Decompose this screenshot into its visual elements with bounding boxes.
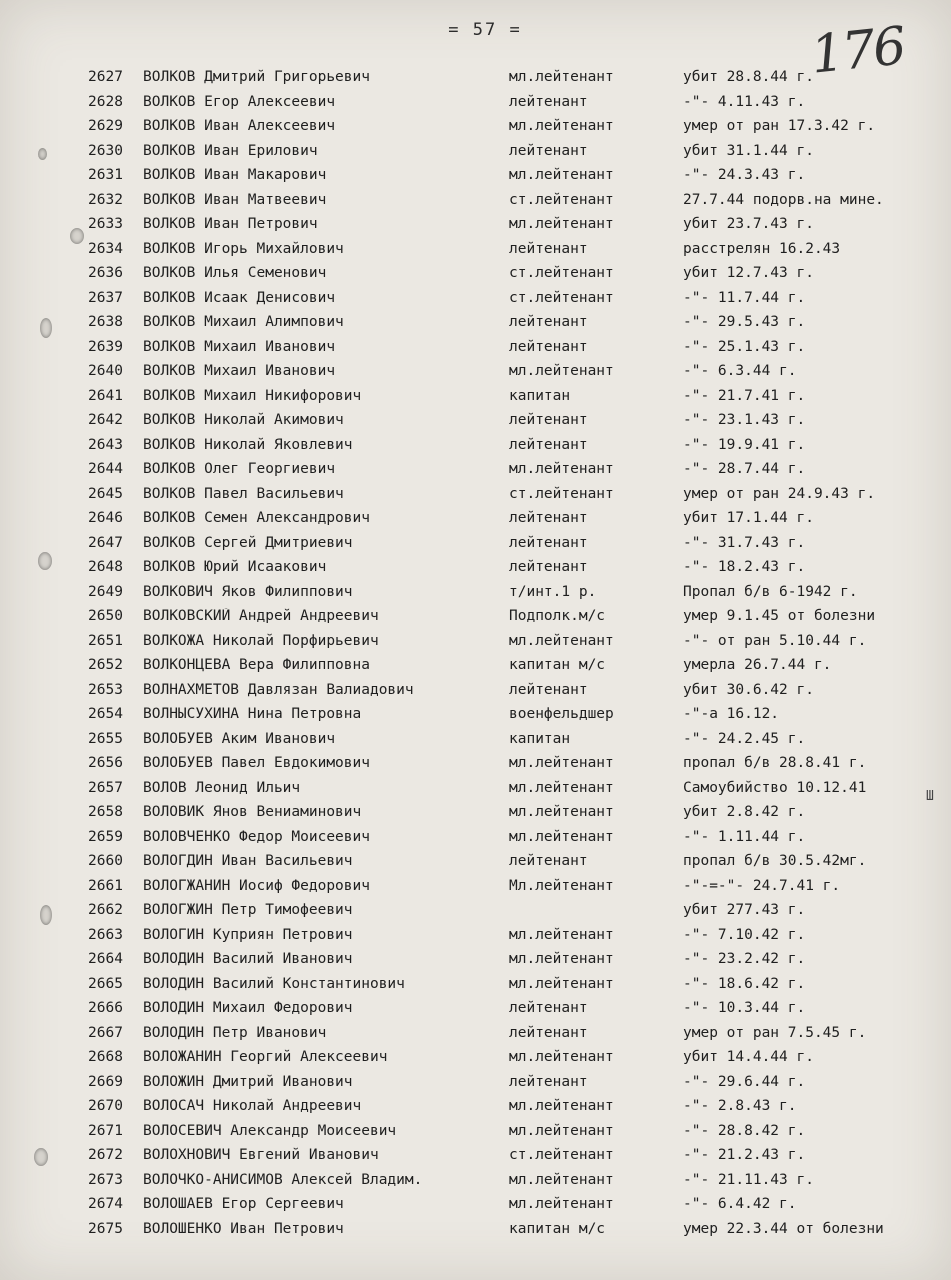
record-name: ВОЛОВ Леонид Ильич [143,779,301,796]
record-fate: пропал б/в 28.8.41 г. [683,755,867,771]
record-fate: убит 2.8.42 г. [683,804,806,820]
record-rank: мл.лейтенант [509,632,614,649]
record-number: 2659 [88,828,123,845]
record-row [0,531,951,556]
record-number: 2631 [88,167,123,183]
record-row [0,825,951,850]
record-number: 2670 [88,1098,123,1114]
record-fate: расстрелян 16.2.43 [683,240,841,257]
record-number: 2672 [88,1147,123,1163]
record-name: ВОЛКОВ Илья Семенович [143,265,327,281]
record-fate: убит 277.43 г. [683,902,806,918]
record-rank: мл.лейтенант [509,363,614,379]
record-fate: -"-=-"- 24.7.41 г. [683,877,841,894]
record-number: 2655 [88,730,123,747]
record-fate: убит 12.7.43 г. [683,265,814,281]
record-name: ВОЛКОВСКИЙ Андрей Андреевич [143,608,379,624]
record-fate: -"- 24.2.45 г. [683,730,806,747]
record-number: 2667 [88,1024,123,1041]
record-number: 2648 [88,559,123,575]
record-fate: -"- 7.10.42 г. [683,926,806,943]
record-name: ВОЛОЧКО-АНИСИМОВ Алексей Владим. [143,1171,423,1188]
record-fate: -"- 10.3.44 г. [683,1000,806,1016]
record-fate: -"- 23.1.43 г. [683,412,806,428]
record-rank: капитан м/с [509,657,606,673]
record-name: ВОЛОВИК Янов Вениаминович [143,804,362,820]
record-number: 2656 [88,755,123,771]
record-row [0,506,951,531]
record-row [0,849,951,874]
record-rank: мл.лейтенант [509,118,614,134]
record-number: 2663 [88,926,123,943]
record-fate: Пропал б/в 6-1942 г. [683,583,858,600]
record-number: 2627 [88,69,123,85]
record-rank: мл.лейтенант [509,975,614,992]
record-fate: -"- 6.4.42 г. [683,1196,797,1212]
record-row [0,286,951,311]
record-rank: мл.лейтенант [509,1049,614,1065]
record-name: ВОЛОШЕНКО Иван Петрович [143,1220,344,1237]
record-name: ВОЛКОВИЧ Яков Филиппович [143,583,353,600]
record-fate: умерла 26.7.44 г. [683,657,832,673]
record-fate: убит 30.6.42 г. [683,681,814,698]
record-row [0,1168,951,1193]
record-name: ВОЛОГДИН Иван Васильевич [143,853,353,869]
record-rank: мл.лейтенант [509,69,614,85]
records-list [0,65,951,1241]
record-name: ВОЛКОВ Сергей Дмитриевич [143,534,353,551]
record-number: 2644 [88,461,123,477]
record-row [0,947,951,972]
record-name: ВОЛКОВ Иван Ерилович [143,142,318,159]
record-name: ВОЛКОВ Михаил Алимпович [143,314,344,330]
record-name: ВОЛКОВ Иван Макарович [143,167,327,183]
record-number: 2669 [88,1073,123,1090]
record-fate: умер от ран 7.5.45 г. [683,1024,867,1041]
record-name: ВОЛОХНОВИЧ Евгений Иванович [143,1147,379,1163]
record-number: 2674 [88,1196,123,1212]
record-rank: лейтенант [509,436,588,453]
record-number: 2638 [88,314,123,330]
record-rank: т/инт.1 р. [509,583,597,600]
record-rank: лейтенант [509,681,588,698]
record-row [0,1045,951,1070]
record-fate: 27.7.44 подорв.на мине. [683,191,884,208]
record-rank: мл.лейтенант [509,1122,614,1139]
record-name: ВОЛОЖИН Дмитрий Иванович [143,1073,353,1090]
record-name: ВОЛОДИН Петр Иванович [143,1024,327,1041]
record-rank: мл.лейтенант [509,1098,614,1114]
record-row [0,90,951,115]
record-fate: -"- 11.7.44 г. [683,289,806,306]
record-row [0,1070,951,1095]
record-name: ВОЛКОВ Юрий Исаакович [143,559,327,575]
record-row [0,678,951,703]
record-rank: ст.лейтенант [509,1147,614,1163]
record-row [0,898,951,923]
record-name: ВОЛКОЖА Николай Порфирьевич [143,632,379,649]
record-fate: убит 17.1.44 г. [683,510,814,526]
record-number: 2646 [88,510,123,526]
record-rank: ст.лейтенант [509,191,614,208]
record-rank: ст.лейтенант [509,265,614,281]
record-number: 2643 [88,436,123,453]
record-number: 2657 [88,779,123,796]
record-row [0,629,951,654]
record-number: 2649 [88,583,123,600]
record-fate: -"- от ран 5.10.44 г. [683,632,867,649]
record-name: ВОЛКОВ Семен Александрович [143,510,370,526]
record-name: ВОЛОЖАНИН Георгий Алексеевич [143,1049,388,1065]
record-fate: -"- 18.6.42 г. [683,975,806,992]
record-fate: -"- 21.2.43 г. [683,1147,806,1163]
record-row [0,188,951,213]
record-rank: лейтенант [509,510,588,526]
record-number: 2652 [88,657,123,673]
record-name: ВОЛОГЖАНИН Иосиф Федорович [143,877,370,894]
record-row [0,384,951,409]
record-row [0,482,951,507]
record-name: ВОЛКОВ Исаак Денисович [143,289,336,306]
record-number: 2664 [88,951,123,967]
record-row [0,408,951,433]
record-row [0,433,951,458]
record-number: 2642 [88,412,123,428]
record-name: ВОЛКОВ Михаил Иванович [143,363,336,379]
record-name: ВОЛКОВ Дмитрий Григорьевич [143,69,370,85]
record-rank: Подполк.м/с [509,608,606,624]
margin-mark: Ш [926,789,934,804]
record-rank: мл.лейтенант [509,755,614,771]
record-fate: умер 22.3.44 от болезни [683,1220,884,1237]
record-name: ВОЛОДИН Василий Иванович [143,951,353,967]
record-number: 2671 [88,1122,123,1139]
record-number: 2647 [88,534,123,551]
record-row [0,310,951,335]
record-name: ВОЛКОНЦЕВА Вера Филипповна [143,657,370,673]
record-number: 2645 [88,485,123,502]
record-fate: умер от ран 24.9.43 г. [683,485,876,502]
record-rank: мл.лейтенант [509,216,614,232]
record-number: 2629 [88,118,123,134]
record-fate: пропал б/в 30.5.42мг. [683,853,867,869]
record-number: 2654 [88,706,123,722]
record-number: 2662 [88,902,123,918]
record-row [0,1094,951,1119]
record-row [0,996,951,1021]
record-row [0,139,951,164]
record-number: 2633 [88,216,123,232]
record-row [0,359,951,384]
record-row [0,335,951,360]
record-name: ВОЛОДИН Василий Константинович [143,975,405,992]
record-name: ВОЛОГИН Куприян Петрович [143,926,353,943]
record-rank: мл.лейтенант [509,828,614,845]
record-number: 2630 [88,142,123,159]
record-name: ВОЛКОВ Игорь Михайлович [143,240,344,257]
record-fate: -"- 1.11.44 г. [683,828,806,845]
record-name: ВОЛОДИН Михаил Федорович [143,1000,353,1016]
record-fate: убит 28.8.44 г. [683,69,814,85]
record-rank: мл.лейтенант [509,926,614,943]
record-row [0,1119,951,1144]
record-row [0,972,951,997]
record-number: 2632 [88,191,123,208]
record-rank: мл.лейтенант [509,167,614,183]
record-row [0,1021,951,1046]
record-fate: убит 31.1.44 г. [683,142,814,159]
record-fate: умер 9.1.45 от болезни [683,608,876,624]
record-row [0,702,951,727]
record-name: ВОЛКОВ Павел Васильевич [143,485,344,502]
record-name: ВОЛКОВ Иван Матвеевич [143,191,327,208]
page-number: = 57 = [448,20,522,40]
record-fate: убит 23.7.43 г. [683,216,814,232]
record-name: ВОЛКОВ Михаил Никифорович [143,387,362,404]
record-rank: лейтенант [509,559,588,575]
record-rank: капитан [509,387,571,404]
record-rank: лейтенант [509,853,588,869]
record-name: ВОЛОВЧЕНКО Федор Моисеевич [143,828,370,845]
record-row [0,751,951,776]
record-name: ВОЛОСЕВИЧ Александр Моисеевич [143,1122,397,1139]
record-number: 2665 [88,975,123,992]
record-fate: убит 14.4.44 г. [683,1049,814,1065]
record-rank: мл.лейтенант [509,1171,614,1188]
record-row [0,776,951,801]
record-row [0,1143,951,1168]
record-rank: капитан [509,730,571,747]
record-rank: военфельдшер [509,706,614,722]
record-row [0,923,951,948]
record-fate: -"- 21.7.41 г. [683,387,806,404]
record-row [0,261,951,286]
record-row [0,457,951,482]
record-rank: лейтенант [509,1073,588,1090]
record-fate: умер от ран 17.3.42 г. [683,118,876,134]
record-name: ВОЛКОВ Иван Петрович [143,216,318,232]
record-fate: -"- 24.3.43 г. [683,167,806,183]
record-number: 2668 [88,1049,123,1065]
record-name: ВОЛНАХМЕТОВ Давлязан Валиадович [143,681,414,698]
record-number: 2637 [88,289,123,306]
record-name: ВОЛКОВ Николай Акимович [143,412,344,428]
record-name: ВОЛКОВ Егор Алексеевич [143,93,336,110]
record-row [0,65,951,90]
record-rank: ст.лейтенант [509,485,614,502]
record-row [0,555,951,580]
record-rank: мл.лейтенант [509,804,614,820]
record-rank: лейтенант [509,1024,588,1041]
record-rank: мл.лейтенант [509,951,614,967]
record-name: ВОЛКОВ Олег Георгиевич [143,461,336,477]
record-name: ВОЛОГЖИН Петр Тимофеевич [143,902,353,918]
record-number: 2651 [88,632,123,649]
record-fate: -"- 4.11.43 г. [683,93,806,110]
record-number: 2673 [88,1171,123,1188]
record-rank: лейтенант [509,1000,588,1016]
record-fate: -"- 29.6.44 г. [683,1073,806,1090]
record-rank: лейтенант [509,338,588,355]
record-fate: Самоубийство 10.12.41 [683,779,867,796]
record-row [0,212,951,237]
record-fate: -"- 2.8.43 г. [683,1098,797,1114]
record-rank: лейтенант [509,142,588,159]
record-rank: лейтенант [509,412,588,428]
record-fate: -"- 6.3.44 г. [683,363,797,379]
record-fate: -"- 21.11.43 г. [683,1171,814,1188]
record-row [0,237,951,262]
record-row [0,1192,951,1217]
record-rank: мл.лейтенант [509,779,614,796]
record-fate: -"- 28.8.42 г. [683,1122,806,1139]
record-fate: -"- 19.9.41 г. [683,436,806,453]
record-name: ВОЛНЫСУХИНА Нина Петровна [143,706,362,722]
record-fate: -"- 23.2.42 г. [683,951,806,967]
record-name: ВОЛОСАЧ Николай Андреевич [143,1098,362,1114]
record-number: 2650 [88,608,123,624]
record-number: 2661 [88,877,123,894]
record-row [0,580,951,605]
record-name: ВОЛОБУЕВ Аким Иванович [143,730,336,747]
record-row [0,604,951,629]
record-rank: лейтенант [509,534,588,551]
record-name: ВОЛКОВ Иван Алексеевич [143,118,336,134]
record-row [0,163,951,188]
record-rank: Мл.лейтенант [509,877,614,894]
record-number: 2666 [88,1000,123,1016]
record-rank: капитан м/с [509,1220,606,1237]
record-fate: -"- 31.7.43 г. [683,534,806,551]
record-fate: -"- 25.1.43 г. [683,338,806,355]
archive-page-number: 176 [808,16,908,86]
record-number: 2653 [88,681,123,698]
record-name: ВОЛОБУЕВ Павел Евдокимович [143,755,370,771]
record-number: 2639 [88,338,123,355]
record-number: 2675 [88,1220,123,1237]
record-fate: -"-а 16.12. [683,706,780,722]
record-row [0,874,951,899]
record-name: ВОЛКОВ Николай Яковлевич [143,436,353,453]
record-rank: лейтенант [509,314,588,330]
record-number: 2628 [88,93,123,110]
record-rank: лейтенант [509,240,588,257]
record-number: 2636 [88,265,123,281]
record-number: 2658 [88,804,123,820]
record-row [0,1217,951,1242]
record-number: 2634 [88,240,123,257]
record-number: 2640 [88,363,123,379]
record-row [0,727,951,752]
record-name: ВОЛОШАЕВ Егор Сергеевич [143,1196,344,1212]
record-rank: лейтенант [509,93,588,110]
record-name: ВОЛКОВ Михаил Иванович [143,338,336,355]
record-rank: ст.лейтенант [509,289,614,306]
record-row [0,800,951,825]
record-row [0,653,951,678]
record-rank: мл.лейтенант [509,1196,614,1212]
record-number: 2641 [88,387,123,404]
record-fate: -"- 29.5.43 г. [683,314,806,330]
record-number: 2660 [88,853,123,869]
record-fate: -"- 28.7.44 г. [683,461,806,477]
record-fate: -"- 18.2.43 г. [683,559,806,575]
record-rank: мл.лейтенант [509,461,614,477]
record-row [0,114,951,139]
